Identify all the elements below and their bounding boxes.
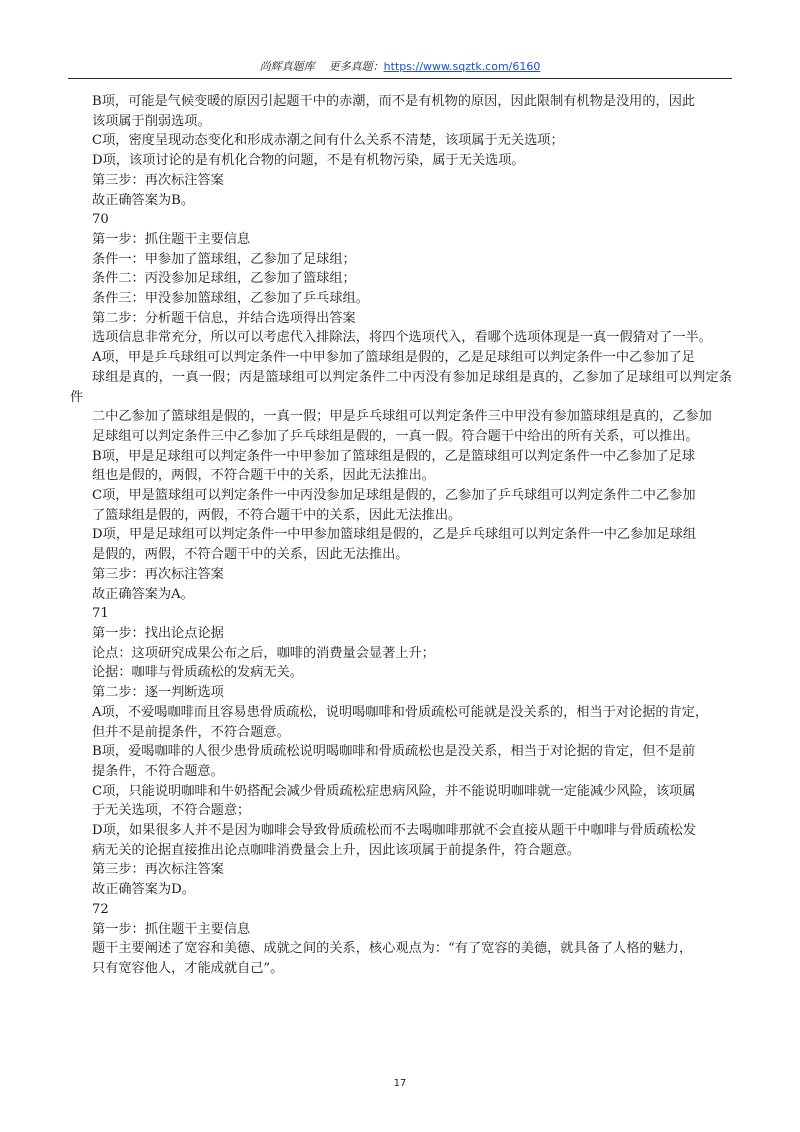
paragraph-line: D项，如果很多人并不是因为咖啡会导致骨质疏松而不去喝咖啡那就不会直接从题干中咖啡与骨质疏松发 <box>92 823 697 839</box>
paragraph-line: 第三步：再次标注答案 <box>92 566 224 582</box>
paragraph-line: 论点：这项研究成果公布之后，咖啡的消费量会显著上升； <box>92 645 435 661</box>
continuation-line: 二中乙参加了篮球组是假的，一真一假；甲是乒乓球组可以判定条件三中甲没有参加篮球组是真的，乙参加 <box>92 409 712 425</box>
page-number: 17 <box>393 1078 407 1089</box>
paragraph-line: 第二步：分析题干信息，并结合选项得出答案 <box>92 310 356 326</box>
paragraph-line: A项，甲是乒乓球组可以判定条件一中甲参加了篮球组是假的，乙是足球组可以判定条件一中乙参加了足 <box>92 350 695 366</box>
paragraph-line: B项，甲是足球组可以判定条件一中甲参加了篮球组是假的，乙是篮球组可以判定条件一中乙参加了足球 <box>92 448 696 464</box>
paragraph-line: 第二步：逐一判断选项 <box>92 685 224 701</box>
paragraph-line: B项，可能是气候变暖的原因引起题干中的赤潮，而不是有机物的原因，因此限制有机物是没用的，因此 <box>92 94 696 109</box>
paragraph-line: B项，爱喝咖啡的人很少患骨质疏松说明喝咖啡和骨质疏松也是没关系，相当于对论据的肯定，但不是前 <box>92 744 696 760</box>
paragraph-line: 第一步：抓住题干主要信息 <box>92 231 251 247</box>
paragraph-line: 第一步：抓住题干主要信息 <box>92 921 251 937</box>
paragraph-line: 故正确答案为A。 <box>92 586 194 602</box>
paragraph-line: 故正确答案为B。 <box>92 192 195 208</box>
continuation-line: 病无关的论据直接推出论点咖啡消费量会上升，因此该项属于前提条件，符合题意。 <box>92 842 580 858</box>
paragraph-line: C项，密度呈现动态变化和形成赤潮之间有什么关系不清楚，该项属于无关选项； <box>92 133 564 149</box>
more-label: 更多真题： <box>328 60 384 73</box>
paragraph-line: D项，甲是足球组可以判定条件一中甲参加篮球组是假的，乙是乒乓球组可以判定条件一中乙参加足球组 <box>92 527 697 543</box>
header-link[interactable]: https://www.sqztk.com/6160 <box>383 60 541 73</box>
header-divider <box>68 78 732 79</box>
paragraph-line: C项，甲是篮球组可以判定条件一中丙没参加足球组是假的，乙参加了乒乓球组可以判定条件二中乙参加 <box>92 488 696 504</box>
paragraph-line: 条件三：甲没参加篮球组，乙参加了乒乓球组。 <box>92 291 369 307</box>
paragraph-line: D项，该项讨论的是有机化合物的问题，不是有机物污染，属于无关选项。 <box>92 153 525 169</box>
paragraph-line: C项，只能说明咖啡和牛奶搭配会减少骨质疏松症患病风险，并不能说明咖啡就一定能减少风险，该项属 <box>92 783 696 799</box>
paragraph-line: 第三步：再次标注答案 <box>92 172 224 188</box>
paragraph-line: 选项信息非常充分，所以可以考虑代入排除法，将四个选项代入，看哪个选项体现是一真一假猜对了一半。 <box>92 330 712 346</box>
paragraph-line: 故正确答案为D。 <box>92 882 195 898</box>
paragraph-line: 论据：咖啡与骨质疏松的发病无关。 <box>92 665 303 681</box>
page-header <box>0 58 800 74</box>
continuation-line: 是假的，两假，不符合题干中的关系，因此无法推出。 <box>92 547 409 563</box>
paragraph-line: A项，不爱喝咖啡而且容易患骨质疏松，说明喝咖啡和骨质疏松可能就是没关系的，相当于对论据的肯定， <box>92 704 709 720</box>
paragraph-line: 第一步：找出论点论据 <box>92 625 224 641</box>
continuation-line: 足球组可以判定条件三中乙参加了乒乓球组是假的，一真一假。符合题干中给出的所有关系，可以推出。 <box>92 428 699 444</box>
paragraph-line: 题干主要阐述了宽容和美德、成就之间的关系，核心观点为：“有了宽容的美德，就具备了人格的魅力， <box>92 941 693 957</box>
paragraph-line: 71 <box>92 606 109 622</box>
continuation-line: 提条件，不符合题意。 <box>92 763 224 779</box>
continuation-line: 了篮球组是假的，两假，不符合题干中的关系，因此无法推出。 <box>92 507 462 523</box>
continuation-line: 但并不是前提条件，不符合题意。 <box>92 724 290 740</box>
continuation-line: 只有宽容他人，才能成就自己”。 <box>92 960 284 976</box>
paragraph-line: 第三步：再次标注答案 <box>92 862 224 878</box>
paragraph-line: 条件一：甲参加了篮球组，乙参加了足球组； <box>92 251 356 267</box>
paragraph-line: 72 <box>92 901 109 917</box>
continuation-line: 于无关选项，不符合题意； <box>92 803 251 819</box>
document-body <box>70 92 732 979</box>
site-name: 尚辉真题库 <box>259 60 315 73</box>
continuation-line: 球组是真的，一真一假；丙是篮球组可以判定条件二中丙没有参加足球组是真的，乙参加了足球组可以判定条件 <box>70 369 732 405</box>
continuation-line: 该项属于削弱选项。 <box>92 113 211 129</box>
paragraph-line: 70 <box>92 212 109 228</box>
continuation-line: 组也是假的，两假，不符合题干中的关系，因此无法推出。 <box>92 468 435 484</box>
paragraph-line: 条件二：丙没参加足球组，乙参加了篮球组； <box>92 271 356 287</box>
